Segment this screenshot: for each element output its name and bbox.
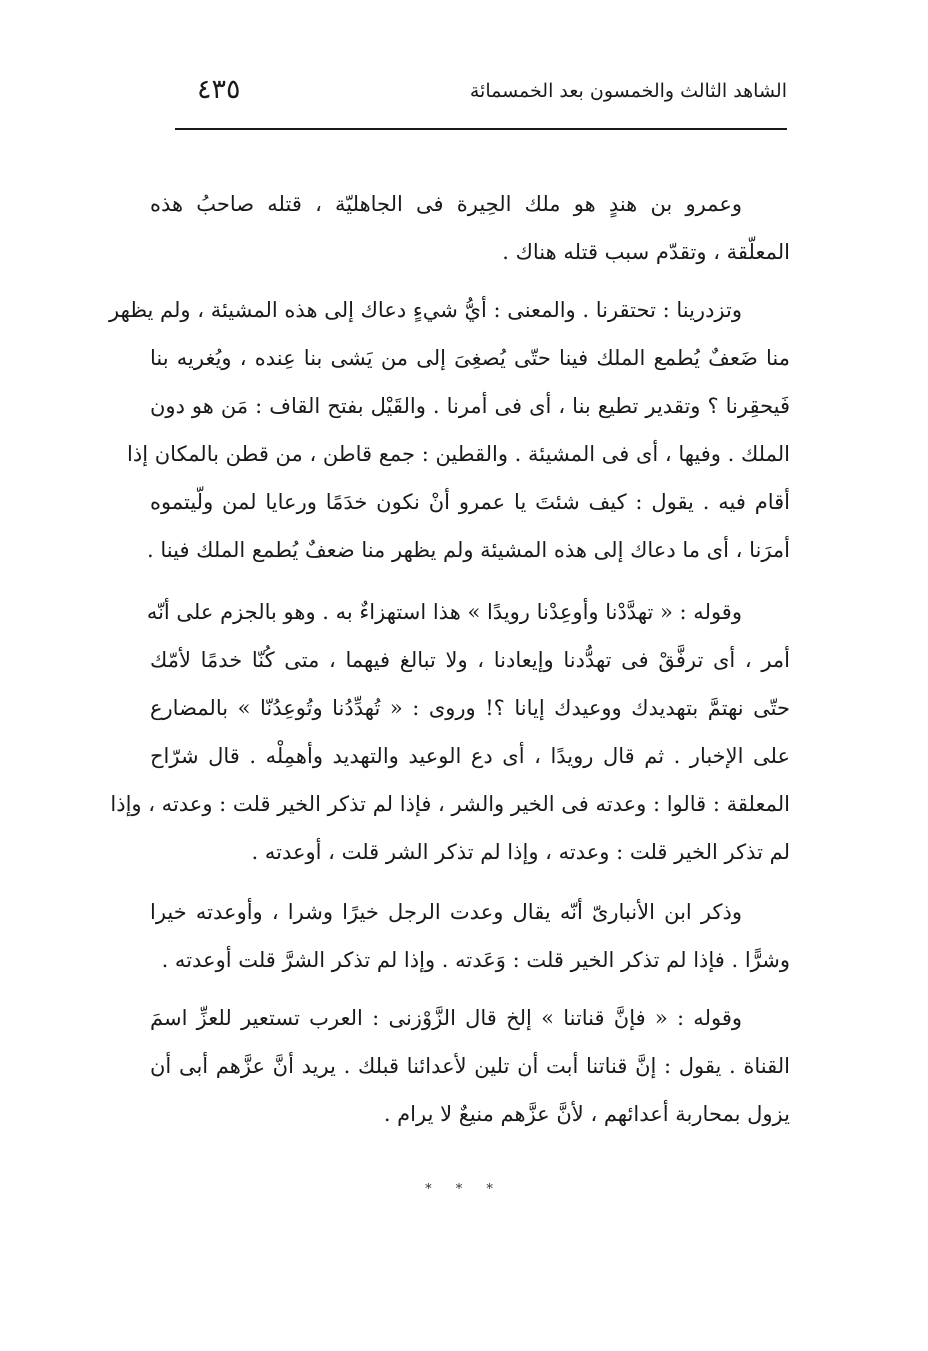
text-line: يزول بمحاربة أعدائهم ، لأنَّ عزَّهم منيعٌ لا يرام . [383,1102,790,1126]
paragraph-2 [109,286,790,574]
page-number: ٤٣٥ [197,74,241,105]
running-title: الشاهد الثالث والخمسون بعد الخمسمائة [469,80,787,102]
paragraph-1 [150,180,790,276]
text-line: القناة . يقول : إنَّ قناتنا أبت أن تلين لأعدائنا قبلك . يريد أنَّ عزَّهم أبى أن [150,1054,790,1078]
text-line: على الإخبار . ثم قال رويدًا ، أى دع الوعيد والتهديد وأهمِلْه . قال شرّاح [150,744,791,768]
running-head [175,74,787,114]
text-line: الملك . وفيها ، أى فى المشيئة . والقطين : جمع قاطن ، من قطن بالمكان إذا [127,442,790,466]
text-line: أمرَنا ، أى ما دعاك إلى هذه المشيئة ولم يظهر منا ضعفٌ يُطمع الملك فينا . [147,538,790,562]
body-text [109,180,791,1138]
text-line: وتزدرينا : تحتقرنا . والمعنى : أيُّ شيءٍ دعاك إلى هذه المشيئة ، ولم يظهر [109,298,742,322]
text-line: وقوله : « فإنَّ قناتنا » إلخ قال الزَّوْزنى : العرب تستعير للعزِّ اسمَ [150,1006,742,1030]
text-line: المعلّقة ، وتقدّم سبب قتله هناك . [502,240,790,264]
text-line: أقام فيه . يقول : كيف شئتَ يا عمرو أنْ نكون خدَمًا ورعايا لمن ولّيتموه [150,490,790,514]
text-line: منا ضَعفٌ يُطمع الملك فينا حتّى يُصغِىَ إلى من يَشى بنا عِنده ، ويُغريه بنا [150,346,790,370]
paragraph-3 [110,588,791,876]
text-line: وعمرو بن هندٍ هو ملك الحِيرة فى الجاهليّة ، قتله صاحبُ هذه [150,192,742,216]
text-line: وشرًّا . فإذا لم تذكر الخير قلت : وَعَدته . وإذا لم تذكر الشرَّ قلت أوعدته . [161,948,790,972]
text-line: المعلقة : قالوا : وعدته فى الخير والشر ، فإذا لم تذكر الخير قلت : وعدته ، وإذا [110,792,790,816]
paragraph-4 [150,888,790,984]
text-line: حتّى نهتمَّ بتهديدك ووعيدك إيانا ؟! وروى : « تُهدِّدُنا وتُوعِدُنّا » بالمضارع [150,696,790,720]
header-rule [175,128,787,130]
text-line: فَيحقِرنا ؟ وتقدير تطيع بنا ، أى فى أمرنا . والقَيْل بفتح القاف : مَن هو دون [150,394,790,418]
section-ornament: * * * [425,1182,503,1197]
text-line: وذكر ابن الأنبارىّ أنّه يقال وعدت الرجل خيرًا وشرا ، وأوعدته خيرا [150,900,742,924]
text-line: وقوله : « تهدَّدْنا وأوعِدْنا رويدًا » هذا استهزاءٌ به . وهو بالجزم على أنّه [146,600,742,624]
text-line: لم تذكر الخير قلت : وعدته ، وإذا لم تذكر الشر قلت ، أوعدته . [251,840,790,864]
text-line: أمر ، أى ترفَّقْ فى تهدُّدنا وإيعادنا ، ولا تبالغ فيهما ، متى كُنّا خدمًا لأمّك [150,648,790,672]
paragraph-5 [150,994,790,1138]
